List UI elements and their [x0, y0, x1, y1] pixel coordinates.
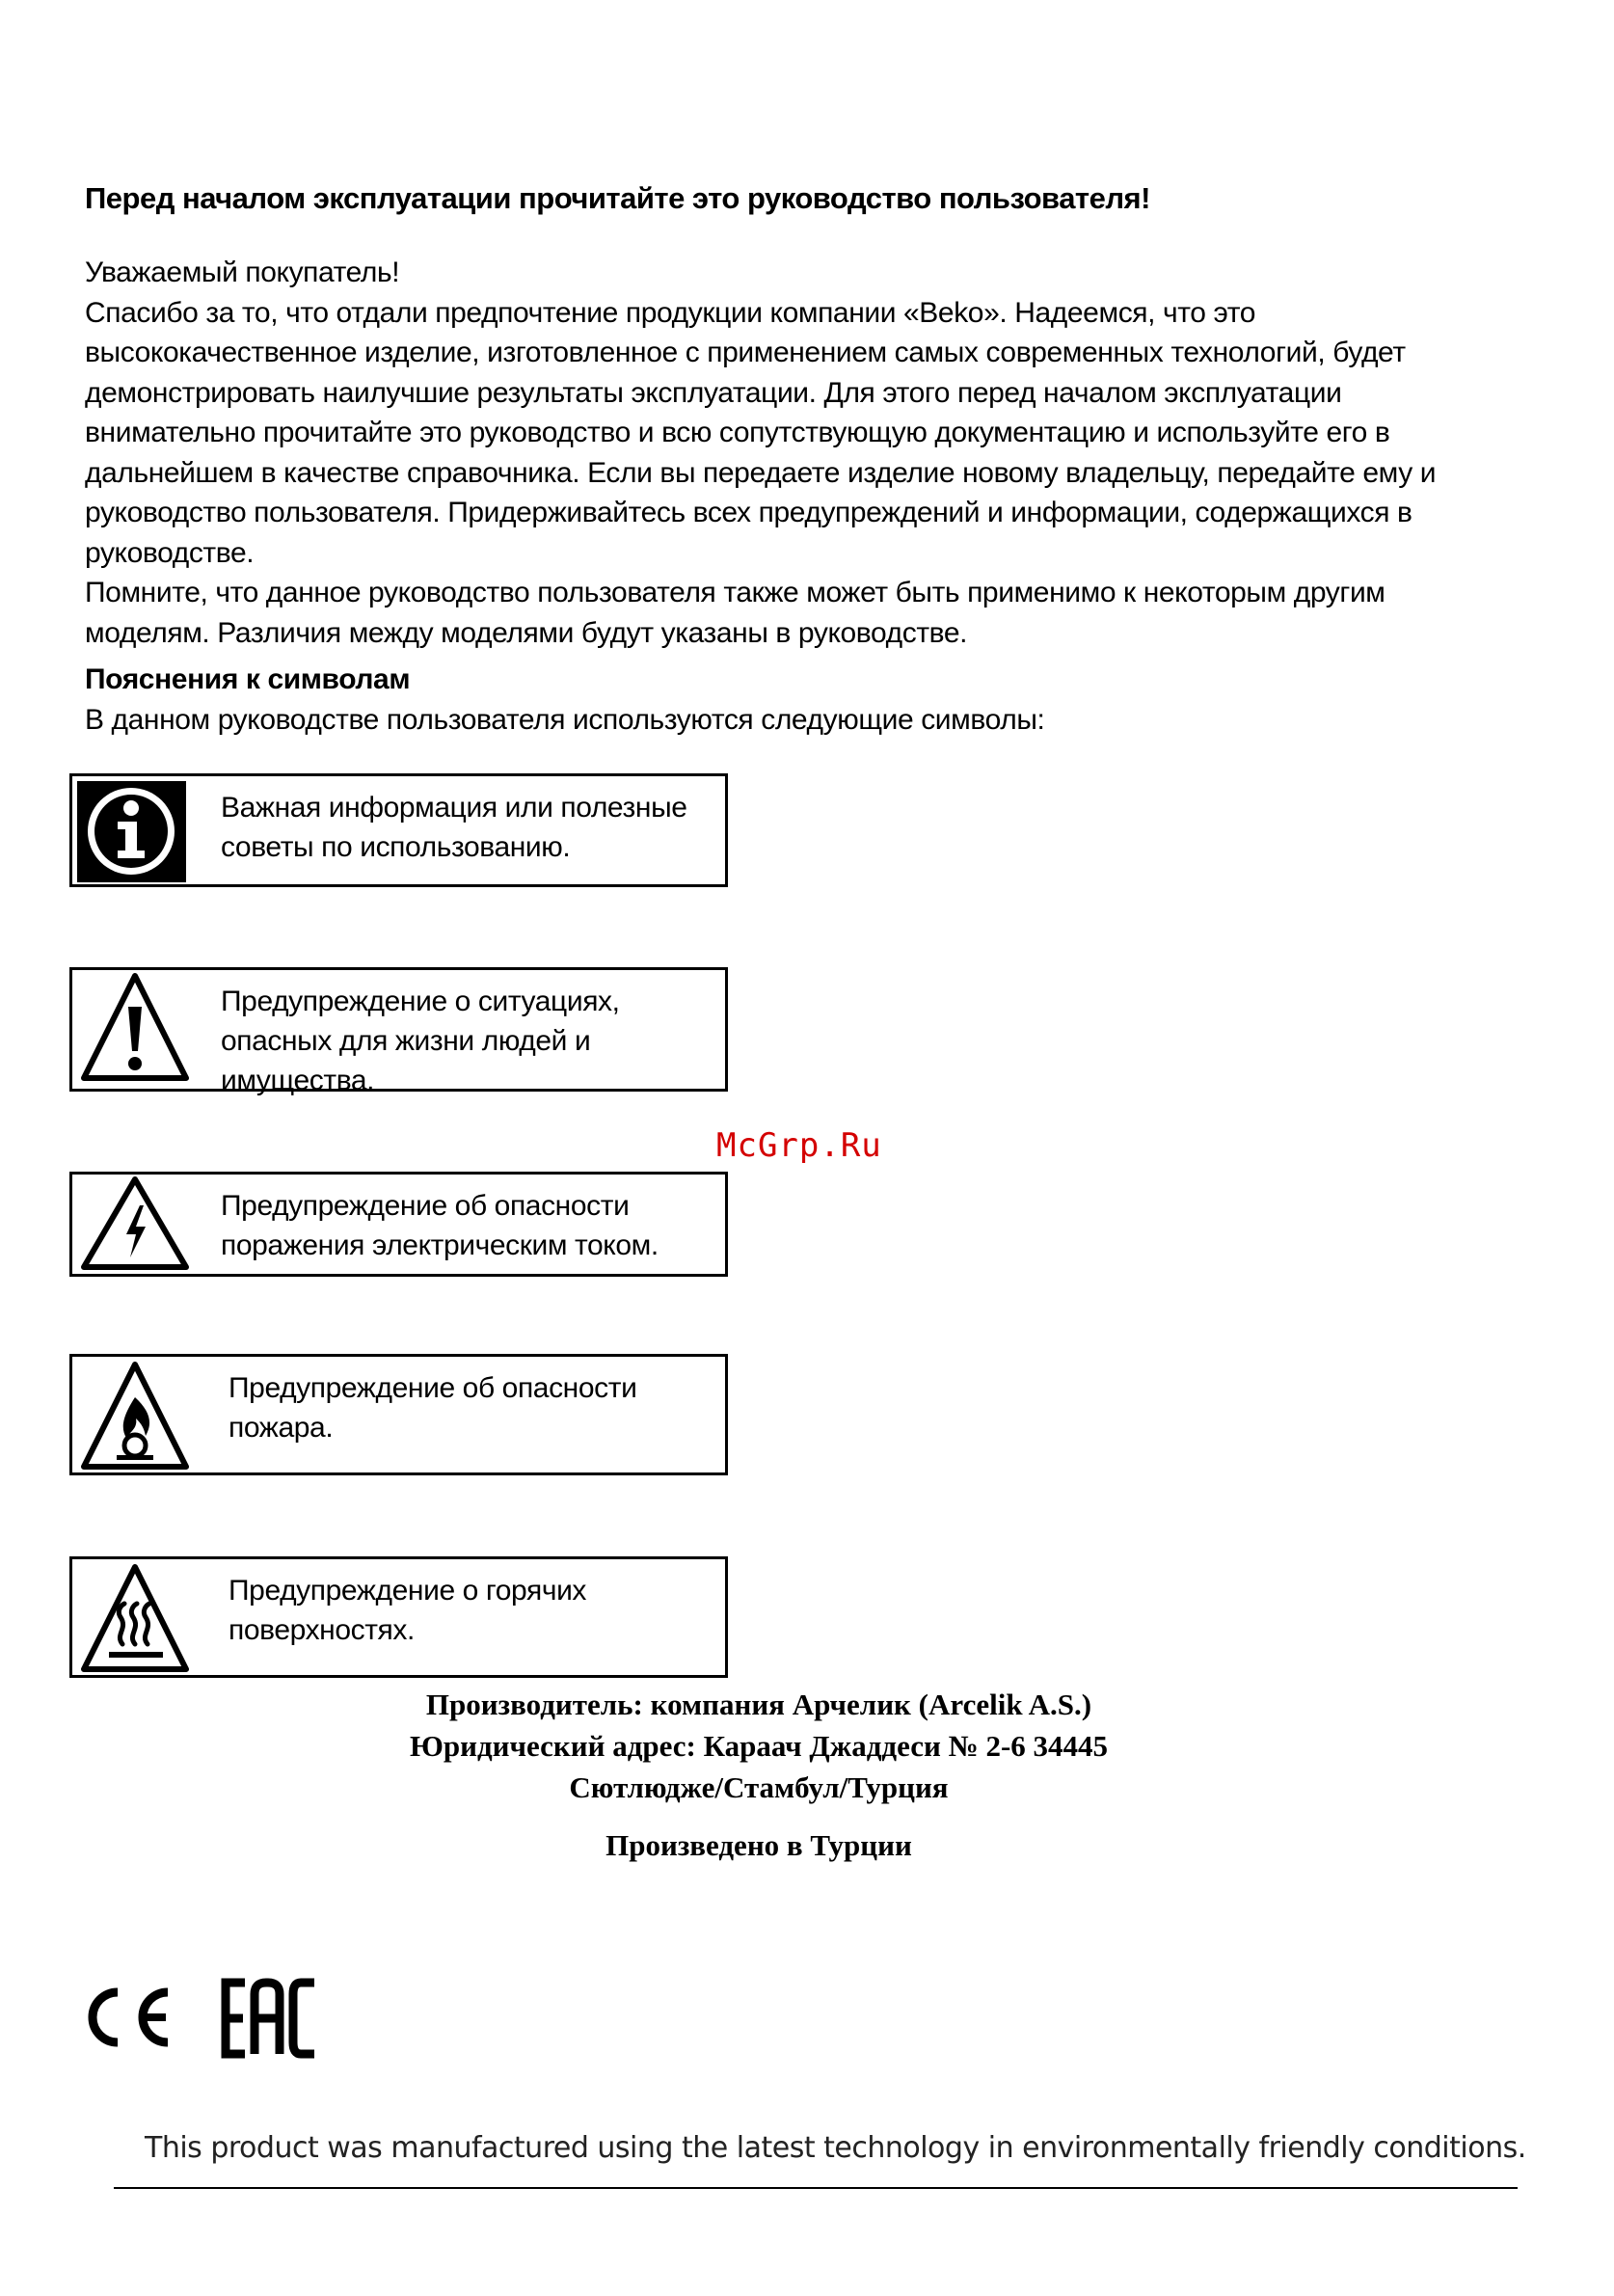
ce-eac-logo: [79, 1975, 349, 2062]
ce-mark-icon: [93, 1992, 168, 2042]
hot-surface-icon: [80, 1561, 191, 1680]
certification-marks: [79, 1975, 349, 2066]
manufacturer-name: Производитель: компания Арчелик (Arcelik A.S.): [425, 1688, 1092, 1721]
electric-shock-icon: [80, 1175, 191, 1278]
made-in: Произведено в Турции: [605, 1828, 912, 1862]
manufacturer-city: Сютлюдже/Стамбул/Турция: [569, 1770, 949, 1804]
eac-mark-icon: [226, 1983, 314, 2054]
symbols-intro: В данном руководстве пользователя используются следующие символы:: [85, 704, 1045, 736]
symbol-box-fire: [69, 1354, 728, 1475]
watermark: McGrp.Ru: [716, 1126, 882, 1165]
symbol-box-warning: [69, 967, 728, 1096]
symbol-text-info: Важная информация или полезные советы по использованию.: [221, 792, 687, 863]
page-heading: Перед началом эксплуатации прочитайте это руководство пользователя!: [85, 181, 1150, 215]
symbols-title: Пояснения к символам: [85, 663, 411, 695]
symbol-box-hot-surface: [69, 1556, 728, 1678]
intro-paragraph: Спасибо за то, что отдали предпочтение продукции компании «Beko». Надеемся, что это высококачественное изделие, изготовленное с применением самых современных технологий, будет демонстрировать наилучшие результаты эксплуатации. Для этого перед началом эксплуатации внимательно прочитайте это руководство и всю сопутствующую документацию и используйте его в дальнейшем в качестве справочника. Если вы передаете изделие новому владельцу, передайте ему и руководство пользователя. Придерживайтесь всех предупреждений и информации, содержащихся в руководстве.: [85, 296, 1437, 569]
intro-paragraph-models: Помните, что данное руководство пользователя также может быть применимо к некоторым другим моделям. Различия между моделями будут указаны в руководстве.: [85, 577, 1385, 649]
symbol-box-electric: [69, 1172, 728, 1277]
symbol-text-electric: Предупреждение об опасности поражения электрическим током.: [221, 1190, 659, 1261]
info-icon: [77, 781, 186, 887]
footer-statement: This product was manufactured using the latest technology in environmentally friendly conditions.: [145, 2131, 1526, 2165]
footer-divider: [114, 2187, 1518, 2189]
manufacturer-address: Юридический адрес: Караач Джаддеси № 2-6 34445: [409, 1729, 1109, 1763]
symbol-text-fire: Предупреждение об опасности пожара.: [229, 1372, 637, 1444]
symbol-box-info: [69, 773, 728, 887]
symbol-text-hot-surface: Предупреждение о горячих поверхностях.: [229, 1575, 587, 1646]
fire-icon: [80, 1359, 191, 1477]
symbol-text-warning: Предупреждение о ситуациях, опасных для жизни людей и имущества.: [221, 986, 620, 1096]
greeting: Уважаемый покупатель!: [85, 257, 400, 288]
manufacturer-info: [0, 1684, 1518, 1866]
warning-icon: [80, 970, 191, 1091]
intro-text: [85, 253, 1502, 653]
